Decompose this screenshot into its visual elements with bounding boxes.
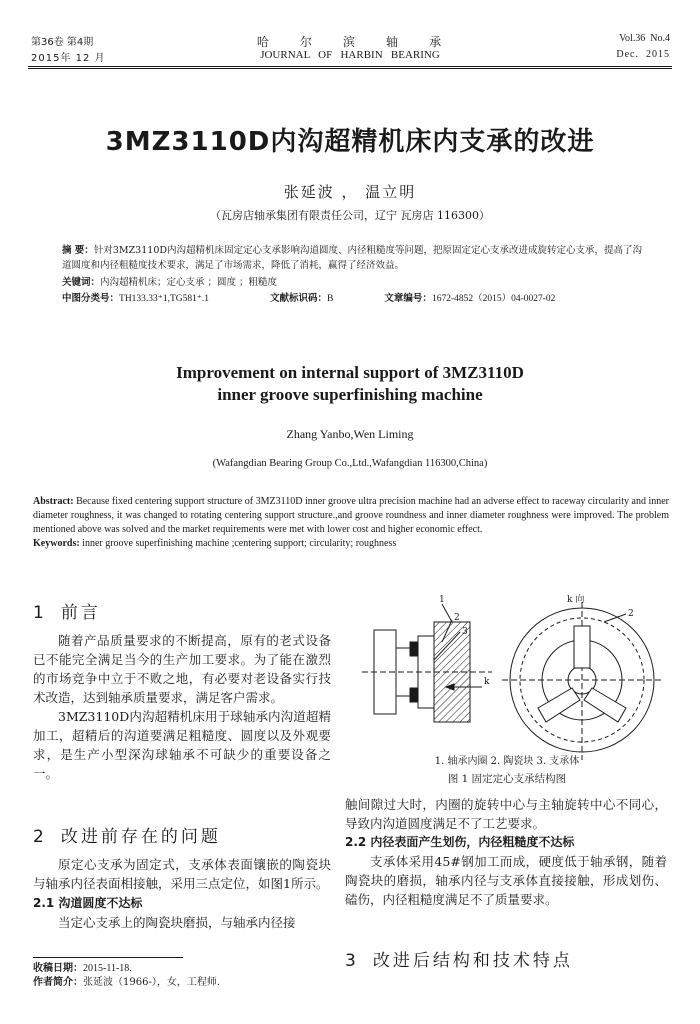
inner-ring-section (434, 622, 470, 722)
section-1-paragraph-2: 3MZ3110D内沟超精机床用于球轴承内沟道超精加工，超精后的沟道要满足粗糙度、圆度以及外观要求，是生产小型深沟球轴承不可缺少的重要设备之一。 (33, 709, 331, 781)
en-keywords-label: Keywords: (33, 538, 80, 549)
section-1-body (33, 631, 331, 783)
article-value: 1672-4852（2015）04-0027-02 (431, 294, 556, 304)
figure-1 (342, 592, 672, 767)
section-1-number: 1 (33, 603, 47, 623)
section-2-body (33, 855, 331, 932)
author-label: 作者简介： (33, 977, 83, 988)
section-2-number: 2 (33, 827, 47, 847)
en-abstract-body (33, 495, 669, 537)
fig-label-2b: 2 (628, 609, 634, 619)
en-affiliation: (Wafangdian Bearing Group Co.,Ltd.,Wafangdian 116300,China) (212, 458, 488, 469)
header-volume: 第36卷 第4期 (31, 37, 94, 48)
fig-label-3: 3 (462, 627, 468, 637)
header-rule-2 (28, 68, 672, 69)
en-abstract-label: Abstract: (33, 496, 74, 507)
cn-keywords-label: 关键词： (62, 277, 101, 288)
figure-legend: 1. 轴承内圈 2. 陶瓷块 3. 支承体 (434, 756, 580, 767)
clc-value: TH133.33⁺1,TG581⁺.1 (119, 294, 209, 304)
header-journal-en: JOURNAL OF HARBIN BEARING (260, 49, 440, 61)
en-keywords-text: inner groove superfinishing machine ;centering support; circularity; roughness (82, 538, 397, 549)
leader-1 (442, 604, 452, 622)
en-keywords (33, 537, 669, 551)
cn-abstract-label: 摘 要： (62, 245, 94, 256)
cn-keywords (62, 275, 642, 290)
authors: 张延波 ， 温立明 (283, 183, 417, 201)
fig-label-1: 1 (439, 595, 445, 605)
en-authors: Zhang Yanbo,Wen Liming (286, 427, 414, 441)
section-2-heading (33, 822, 221, 847)
right-paragraph-1: 触间隙过大时，内圈的旋转中心与主轴旋转中心不同心，导致内沟道圆度满足不了工艺要求。 (345, 797, 667, 831)
received-line (33, 962, 220, 976)
en-title (0, 362, 700, 406)
header-date-en: Dec. 2015 (616, 49, 670, 60)
clc-label: 中图分类号： (62, 293, 120, 304)
footnote-rule (33, 957, 183, 958)
cn-abstract-text: 针对3MZ3110D内沟超精机床固定定心支承影响沟道圆度、内径粗糙度等问题，把原固定定心支承改进成旋转定心支承，提高了沟道圆度和内径粗糙度技术要求，满足了市场需求，降低了消耗，赢得了经济效益。 (62, 245, 642, 271)
section-3-title: 改进后结构和技术特点 (372, 951, 573, 971)
cn-abstract (62, 243, 642, 273)
en-abstract (33, 495, 669, 551)
section-1-paragraph-1: 随着产品质量要求的不断提高，原有的老式设备已不能完全满足当今的生产加工要求。为了能在激烈的市场竞争中立于不败之地，有必要对老设备实行技术改造，达到轴承质量要求，满足客户需求。 (33, 633, 331, 705)
ceramic-block-bottom (410, 688, 418, 702)
right-paragraph-2: 支承体采用45#钢加工而成，硬度低于轴承钢，随着陶瓷块的磨损，轴承内径与支承体直接接触，形成划伤、磕伤，内径粗糙度满足不了质量要求。 (345, 854, 667, 907)
figure-1-drawing (342, 592, 672, 767)
header-journal-cn: 哈 尔 滨 轴 承 (256, 35, 444, 49)
section-3-number: 3 (345, 951, 359, 971)
en-title-line-1: Improvement on internal support of 3MZ3110D (176, 363, 524, 382)
cn-keywords-text: 内沟超精机床；定心支承 ；圆度 ；粗糙度 (100, 277, 278, 288)
section-1-heading (33, 598, 101, 623)
fig-label-k: k (484, 677, 490, 687)
subsection-2-2-heading: 2.2 内径表面产生划伤，内径粗糙度不达标 (345, 835, 575, 849)
section-2-paragraph-2: 当定心支承上的陶瓷块磨损，与轴承内径接 (58, 915, 296, 930)
received-label: 收稿日期： (33, 963, 83, 974)
figure-caption: 图 1 固定定心支承结构图 (447, 773, 567, 785)
article-label: 文章编号： (384, 293, 432, 304)
doc-label: 文献标识码： (270, 293, 328, 304)
right-column-body (345, 795, 667, 909)
footnote (33, 962, 220, 990)
section-2-title: 改进前存在的问题 (60, 827, 221, 847)
en-title-line-2: inner groove superfinishing machine (217, 385, 483, 404)
support-arm-top (574, 626, 590, 668)
section-1-title: 前言 (60, 603, 101, 623)
fig-label-2: 2 (454, 613, 460, 623)
subsection-2-1-heading: 2.1 沟道圆度不达标 (33, 896, 143, 910)
author-bio: 张延波（1966-），女，工程师. (83, 977, 221, 988)
section-3-heading (345, 946, 573, 971)
header-vol-en: Vol.36 No.4 (619, 33, 670, 44)
en-abstract-text: Because fixed centering support structure of 3MZ3110D inner groove ultra precision machine had an adverse effect to raceway circularity and inner diameter roughness, it was changed to rotating centering support structure.,and groove roundness and inner diameter roughness were improved. The problem mentioned above was solved and the market requirements were met with lower cost and higher economic effect. (33, 496, 670, 535)
received-date: 2015-11-18. (83, 963, 132, 974)
page-title: 3MZ3110D内沟超精机床内支承的改进 (105, 127, 595, 157)
fig-label-k-direction: k 向 (567, 595, 585, 605)
cn-classification (62, 291, 642, 307)
header-rule (28, 66, 672, 67)
ceramic-block-top (410, 642, 418, 656)
affiliation: （瓦房店轴承集团有限责任公司，辽宁 瓦房店 116300） (210, 209, 490, 222)
author-line (33, 976, 220, 990)
section-2-paragraph-1: 原定心支承为固定式，支承体表面镶嵌的陶瓷块与轴承内径表面相接触，采用三点定位，如图1所示。 (33, 857, 331, 891)
doc-value: B (327, 294, 334, 304)
header-date-cn: 2015年 12 月 (31, 53, 106, 64)
